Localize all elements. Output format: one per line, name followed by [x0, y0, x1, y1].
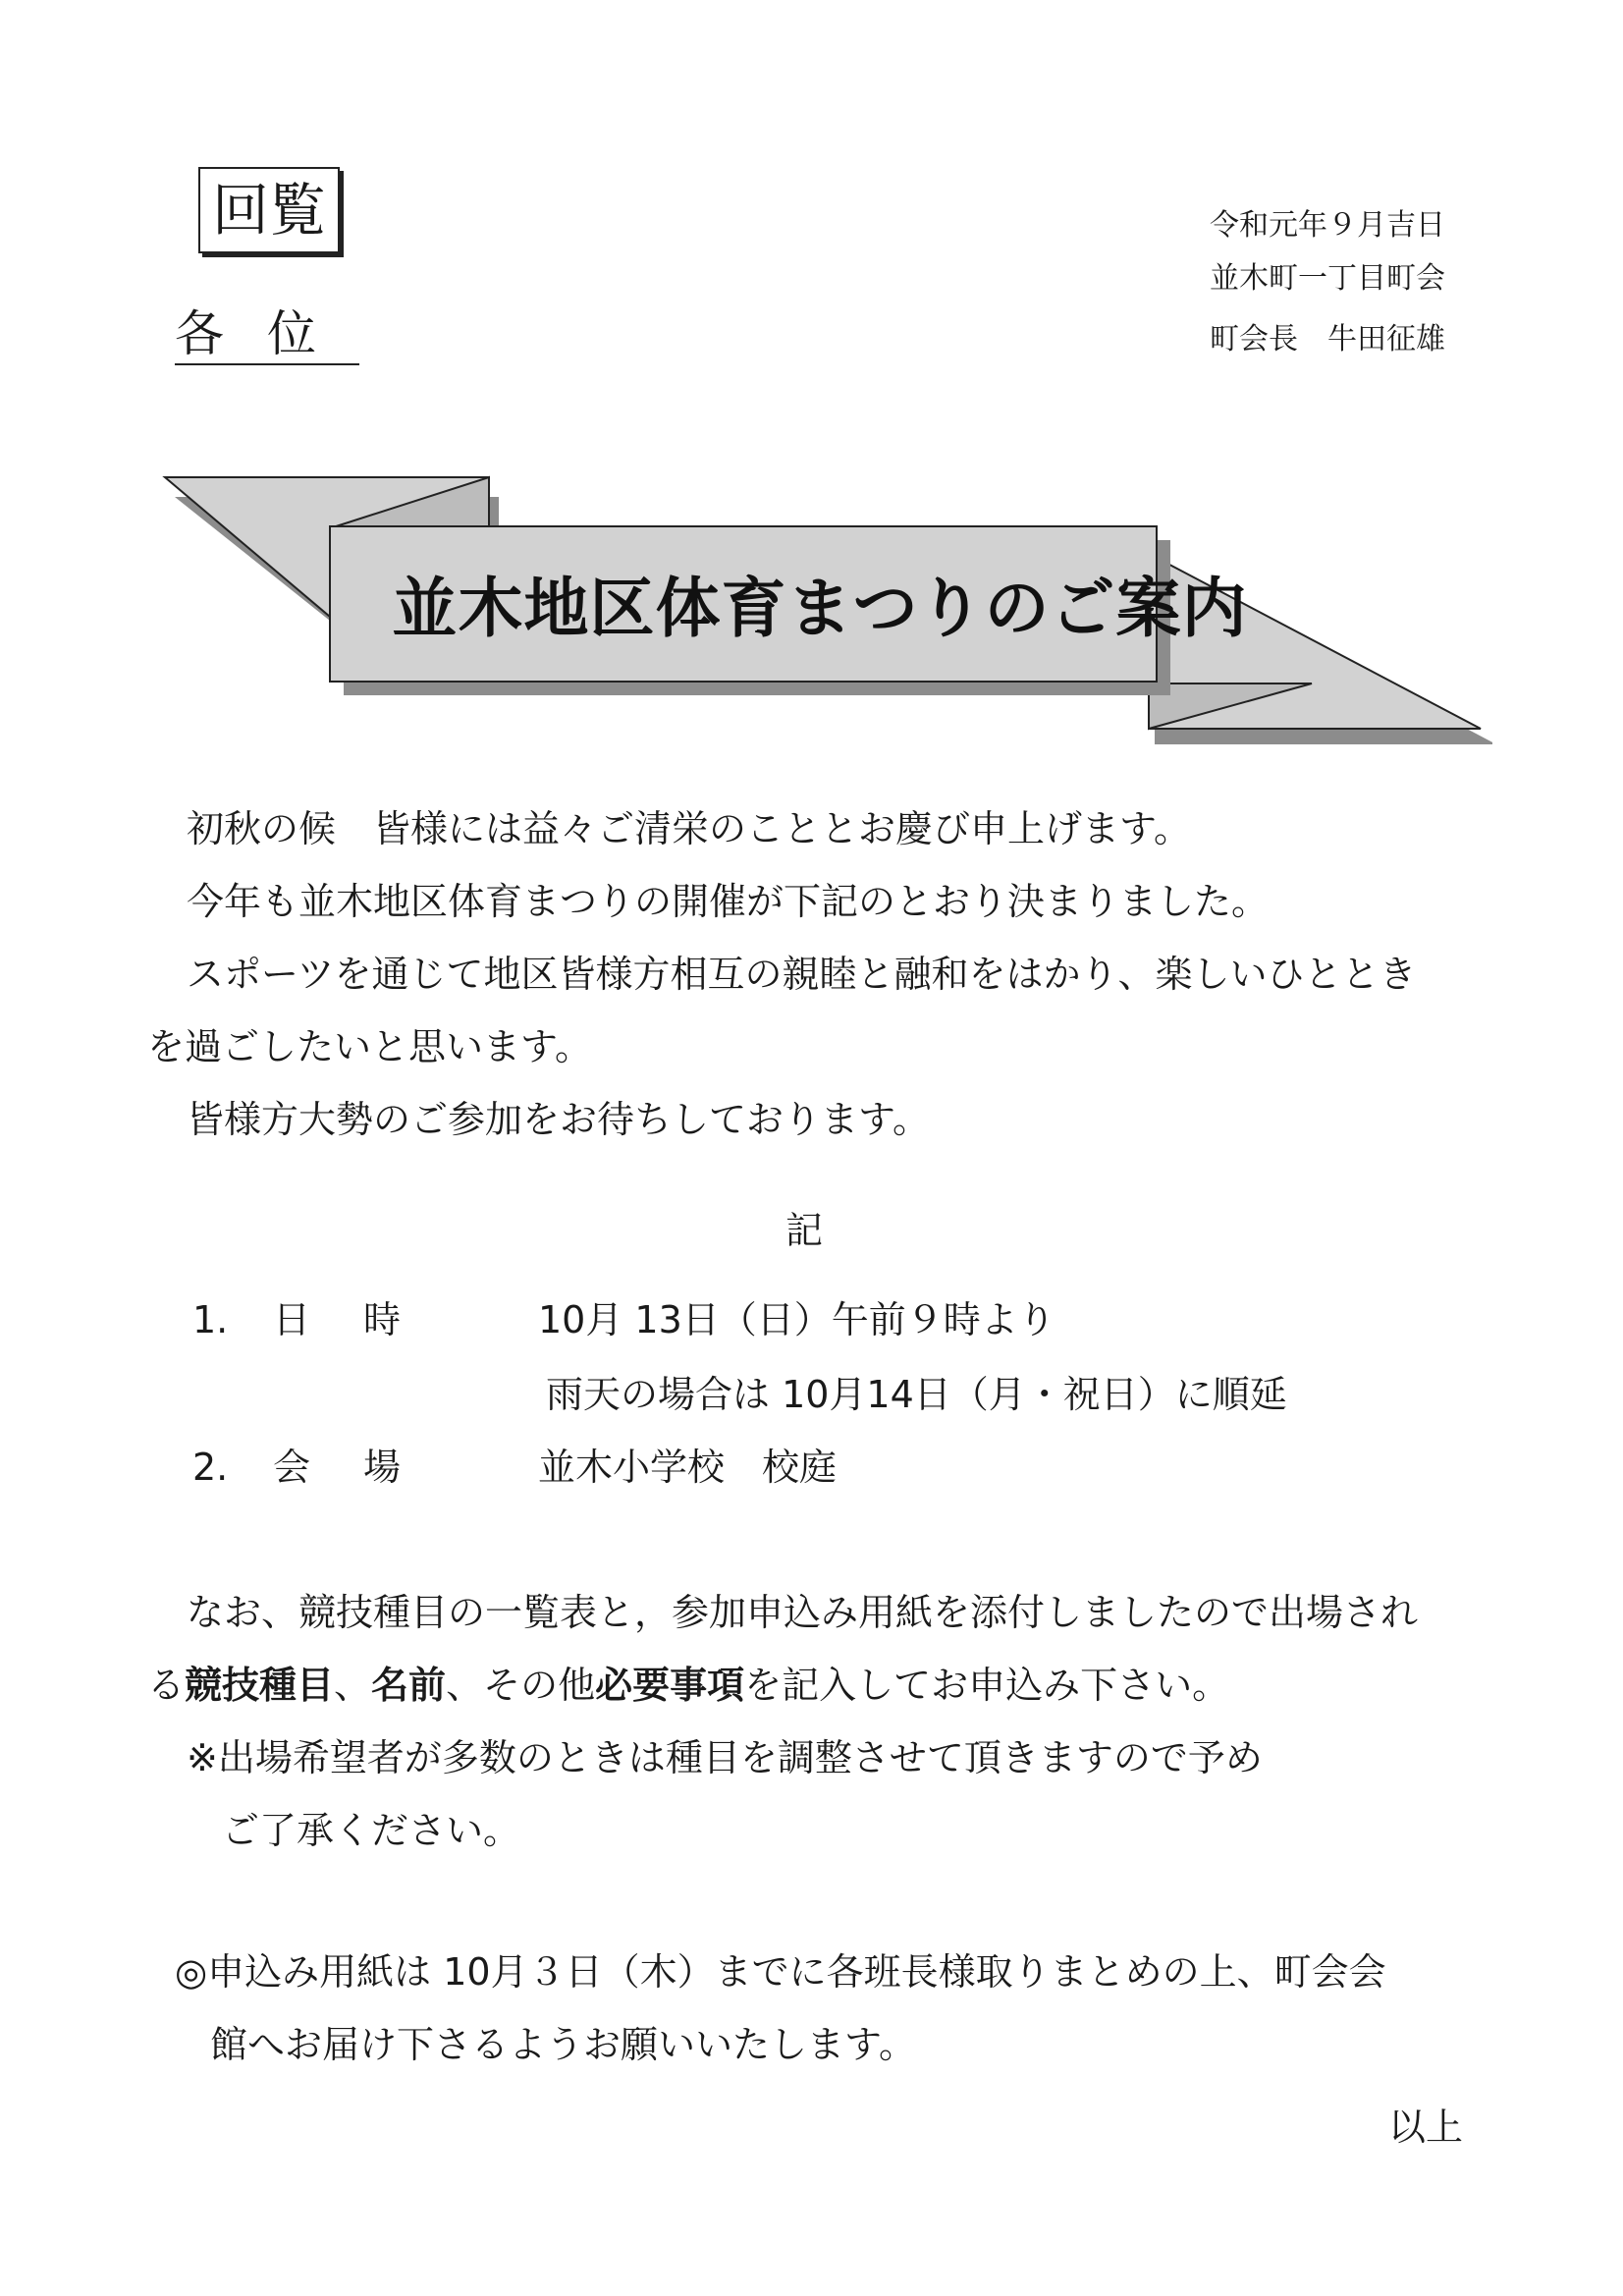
event-title: 並木地区体育まつりのご案内 [392, 571, 1248, 646]
item-1-datetime: 10月 13日（日）午前９時より [538, 1298, 1055, 1341]
issue-date: 令和元年９月吉日 [1210, 208, 1445, 243]
bold-event-type: 競技種目 [185, 1664, 335, 1707]
item-2-venue: 並木小学校 校庭 [538, 1446, 838, 1489]
notice-line-2: る競技種目、名前、その他必要事項を記入してお申込み下さい。 [147, 1664, 1230, 1707]
purpose-line-1: スポーツを通じて地区皆様方相互の親睦と融和をはかり、楽しいひととき [187, 953, 1417, 996]
greeting-line: 初秋の候 皆様には益々ご清栄のこととお慶び申上げます。 [187, 807, 1191, 850]
notice-line-1: なお、競技種目の一覧表と，参加申込み用紙を添付しましたので出場され [187, 1591, 1419, 1634]
bold-name: 名前 [371, 1664, 447, 1707]
deadline-line-2: 館へお届け下さるようお願いいたします。 [210, 2023, 916, 2066]
adjustment-note-2: ご了承ください。 [222, 1809, 521, 1852]
purpose-line-2: を過ごしたいと思います。 [147, 1025, 592, 1068]
closing-word: 以上 [1388, 2105, 1464, 2149]
invitation-line: 皆様方大勢のご参加をお待ちしております。 [187, 1098, 930, 1141]
bold-required-items: 必要事項 [595, 1664, 745, 1707]
ki-heading: 記 [785, 1209, 824, 1252]
organization-name: 並木町一丁目町会 [1210, 261, 1445, 296]
adjustment-note-1: ※出場希望者が多数のときは種目を調整させて頂きますので予め [187, 1736, 1263, 1779]
item-1-label: 日 時 [273, 1298, 409, 1341]
deadline-line-1: ◎申込み用紙は 10月３日（木）までに各班長様取りまとめの上、町会会 [175, 1950, 1386, 1994]
item-1-number: 1. [192, 1298, 229, 1341]
addressee: 各位 [175, 306, 359, 365]
circulation-stamp: 回覧 [198, 167, 340, 253]
item-2-label: 会 場 [273, 1446, 409, 1489]
chairman-name: 町会長 牛田征雄 [1210, 322, 1445, 356]
announcement-line: 今年も並木地区体育まつりの開催が下記のとおり決まりました。 [187, 880, 1270, 923]
item-2-number: 2. [192, 1446, 229, 1489]
item-1-rain-note: 雨天の場合は 10月14日（月・祝日）に順延 [546, 1373, 1287, 1416]
